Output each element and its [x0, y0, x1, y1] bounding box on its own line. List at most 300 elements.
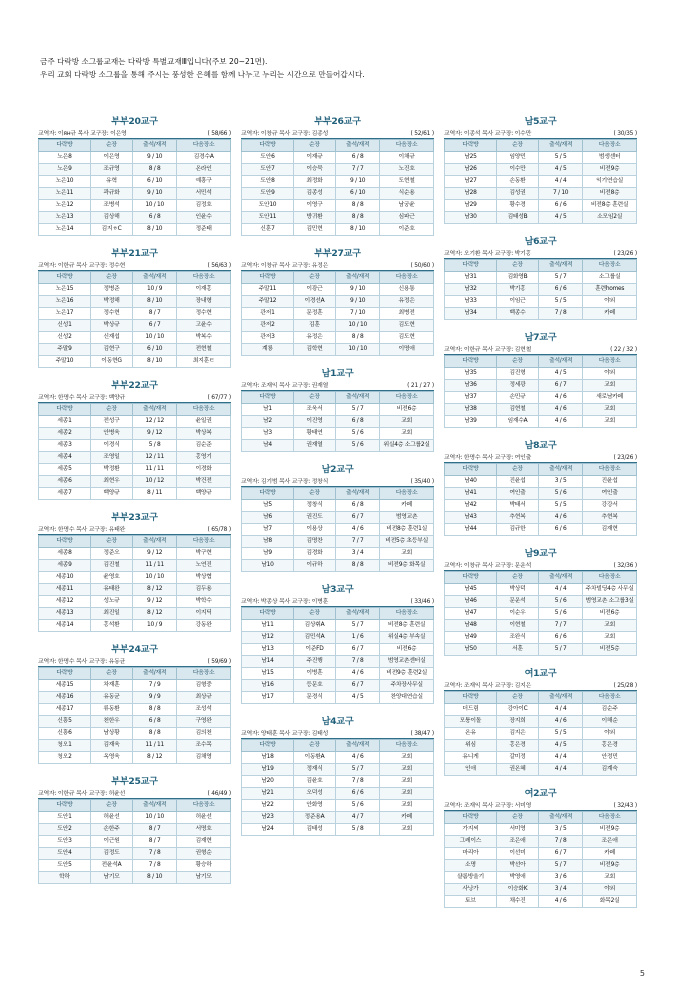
table-cell: 6 / 8	[133, 212, 177, 224]
table-cell: 7 / 8	[336, 776, 380, 788]
table-cell: 3 / 4	[336, 548, 380, 560]
table-cell: 남40	[445, 476, 497, 488]
district-attendance-total: ( 38/47 )	[410, 731, 434, 737]
table-cell: 4 / 4	[539, 584, 583, 596]
table-header-row	[39, 404, 231, 416]
table-cell: 10 / 12	[133, 476, 177, 488]
district-leader-info: 교역자: 이한규 목사 교구장: 정수현	[38, 263, 126, 269]
table-cell: 6 / 7	[539, 848, 583, 860]
table-row	[39, 320, 231, 332]
table-row	[39, 692, 231, 704]
district-attendance-total: ( 23/26 )	[613, 251, 637, 257]
table-header-row	[39, 272, 231, 284]
table-cell: 정창식	[293, 500, 335, 512]
district-table	[241, 391, 434, 452]
column-header: 순장	[496, 812, 538, 824]
table-cell: 남19	[242, 764, 294, 776]
table-cell: 9 / 12	[133, 548, 177, 560]
table-cell: 10 / 10	[133, 332, 177, 344]
table-cell: 옥영욱	[90, 752, 132, 764]
table-row	[445, 620, 637, 632]
column-header: 다음장소	[177, 272, 231, 284]
district-block	[241, 461, 434, 572]
table-cell: 김경화	[293, 548, 335, 560]
table-cell: 5 / 6	[539, 596, 583, 608]
table-cell: 조욱서	[293, 404, 335, 416]
table-cell: 이재홍	[177, 284, 231, 296]
table-cell: 문운석	[496, 596, 538, 608]
table-row	[445, 152, 637, 164]
table-cell: 11 / 11	[133, 464, 177, 476]
table-cell: 박상복	[177, 428, 231, 440]
table-cell: 박학수	[177, 596, 231, 608]
column-header: 다음장소	[583, 464, 637, 476]
table-cell: 모퉁이돌	[445, 716, 497, 728]
table-row	[242, 428, 434, 440]
table-cell: 천한우	[90, 716, 132, 728]
table-cell: 최현우	[90, 476, 132, 488]
table-cell: 남기모	[90, 872, 132, 884]
table-cell: 이승화K	[496, 884, 538, 896]
table-cell: 진윤섭	[583, 476, 637, 488]
table-cell: 서명호	[177, 824, 231, 836]
table-cell: 최상규	[177, 692, 231, 704]
table-row	[242, 800, 434, 812]
column-1	[38, 113, 231, 917]
table-cell: 남16	[242, 680, 294, 692]
table-cell: 남28	[445, 188, 497, 200]
table-cell: 12 / 11	[133, 452, 177, 464]
table-cell: 10 / 10	[133, 200, 177, 212]
district-title: 남5교구	[524, 116, 557, 127]
table-cell: 야외	[583, 884, 637, 896]
table-cell: 8 / 10	[133, 872, 177, 884]
table-cell: 백양규	[177, 488, 231, 500]
column-header: 다락방	[39, 800, 91, 812]
table-cell: 안화영	[293, 800, 335, 812]
table-cell: 장내형	[177, 296, 231, 308]
table-header-row	[39, 668, 231, 680]
column-header: 출석/재적	[133, 272, 177, 284]
table-cell: 7 / 10	[336, 308, 380, 320]
table-cell: 남36	[445, 380, 497, 392]
table-cell: 남25	[445, 152, 497, 164]
table-cell: 차재훈	[90, 680, 132, 692]
table-row	[445, 188, 637, 200]
table-cell: 비전9층	[583, 824, 637, 836]
district-title: 남7교구	[524, 332, 557, 343]
table-cell: 토브	[445, 896, 497, 908]
table-cell: 김명찬	[293, 536, 335, 548]
district-attendance-total: ( 21 / 27 )	[407, 383, 434, 389]
column-header: 다음장소	[380, 740, 434, 752]
table-cell: 4 / 6	[539, 416, 583, 428]
table-cell: 홍석환	[90, 620, 132, 632]
table-row	[39, 824, 231, 836]
district-attendance-total: ( 52/61 )	[410, 131, 434, 137]
column-header: 다락방	[445, 356, 497, 368]
table-row	[39, 680, 231, 692]
column-header: 다락방	[445, 812, 497, 824]
column-header: 출석/재적	[133, 404, 177, 416]
table-cell: 노진호	[380, 164, 434, 176]
table-cell: 범영교촌	[380, 512, 434, 524]
table-cell: 김재욱	[90, 740, 132, 752]
table-cell: 남33	[445, 296, 497, 308]
district-title: 남9교구	[524, 548, 557, 559]
table-header-row	[445, 140, 637, 152]
table-cell: 이동환A	[293, 752, 335, 764]
table-row	[242, 164, 434, 176]
table-cell: 임양민	[496, 152, 538, 164]
district-block	[241, 245, 434, 356]
table-cell: 신훈7	[242, 224, 294, 236]
table-cell: 세종11	[39, 584, 91, 596]
district-attendance-total: ( 22 / 32 )	[610, 347, 637, 353]
district-block	[38, 641, 231, 764]
table-header-row	[242, 488, 434, 500]
table-cell: 남7	[242, 524, 294, 536]
table-cell: 6 / 6	[539, 524, 583, 536]
table-cell: 남32	[445, 284, 497, 296]
district-subheader	[444, 452, 637, 463]
columns-container	[38, 113, 638, 917]
table-cell: 박정해	[90, 296, 132, 308]
table-cell: 관저3	[242, 332, 294, 344]
district-leader-info: 교역자: 이종석 목사 교구장: 이수만	[444, 131, 532, 137]
table-cell: 노은8	[39, 152, 91, 164]
table-cell: 김도현	[380, 320, 434, 332]
table-cell: 신성1	[39, 320, 91, 332]
table-cell: 온라인	[177, 164, 231, 176]
table-cell: 신용통	[380, 284, 434, 296]
column-header: 다락방	[445, 692, 497, 704]
table-cell: 여인출	[496, 488, 538, 500]
table-row	[445, 860, 637, 872]
district-title: 남4교구	[321, 716, 354, 727]
table-cell: 비전9층	[583, 860, 637, 872]
column-header: 출석/재적	[133, 800, 177, 812]
table-cell: 8 / 8	[133, 704, 177, 716]
table-cell: 이경선A	[293, 296, 335, 308]
district-block	[38, 245, 231, 368]
table-cell: 도안4	[39, 848, 91, 860]
table-cell: 찬양대연습실	[380, 692, 434, 704]
table-cell: 안병욱	[90, 428, 132, 440]
table-cell: 이선미	[496, 848, 538, 860]
table-header-row	[242, 740, 434, 752]
district-subheader	[38, 260, 231, 271]
district-table	[444, 259, 637, 320]
table-cell: 가지씨	[445, 824, 497, 836]
column-header: 다음장소	[177, 800, 231, 812]
column-header: 출석/재적	[539, 140, 583, 152]
table-cell: 김현구	[90, 344, 132, 356]
table-cell: 조성석	[177, 704, 231, 716]
table-row	[39, 176, 231, 188]
table-cell: 7 / 8	[539, 836, 583, 848]
table-cell: 7 / 8	[539, 308, 583, 320]
table-row	[242, 788, 434, 800]
table-row	[242, 212, 434, 224]
table-cell: 8 / 10	[133, 224, 177, 236]
district-block	[241, 113, 434, 236]
table-cell: 8 / 8	[133, 164, 177, 176]
table-row	[39, 620, 231, 632]
column-header: 출석/재적	[336, 740, 380, 752]
district-subheader	[444, 680, 637, 691]
table-row	[39, 440, 231, 452]
table-cell: 비전8층 훈련실	[380, 620, 434, 632]
district-table	[241, 271, 434, 356]
table-cell: 남6	[242, 512, 294, 524]
district-title: 부부26교구	[314, 116, 361, 127]
table-cell: 범생센터	[583, 152, 637, 164]
district-block	[241, 713, 434, 836]
table-row	[39, 152, 231, 164]
table-cell: 이임근	[496, 296, 538, 308]
district-block	[38, 113, 231, 236]
table-cell: 6 / 8	[336, 416, 380, 428]
table-row	[39, 308, 231, 320]
table-cell: 문정훈	[293, 308, 335, 320]
table-row	[445, 896, 637, 908]
table-row	[445, 392, 637, 404]
table-cell: 황수경	[496, 200, 538, 212]
table-cell: 도안2	[39, 824, 91, 836]
district-leader-info: 교역자: 이창규 목사 교구장: 김종성	[241, 131, 329, 137]
table-cell: 이경화	[177, 464, 231, 476]
district-table	[444, 571, 637, 656]
column-header: 출석/재적	[133, 668, 177, 680]
table-cell: 9 / 10	[336, 296, 380, 308]
table-cell: 야외	[583, 296, 637, 308]
table-cell: 4 / 4	[539, 176, 583, 188]
table-row	[445, 524, 637, 536]
table-cell: 8 / 7	[133, 836, 177, 848]
table-row	[242, 416, 434, 428]
column-header: 다음장소	[583, 812, 637, 824]
table-cell: 12 / 12	[133, 416, 177, 428]
table-cell: 범영교촌센터실	[380, 656, 434, 668]
table-cell: 김종성	[293, 188, 335, 200]
table-cell: 주말9	[39, 344, 91, 356]
table-cell: 갈미정	[496, 752, 538, 764]
table-cell: 7 / 7	[336, 536, 380, 548]
table-cell: 박상협	[177, 572, 231, 584]
table-cell: 비전8층	[583, 188, 637, 200]
table-cell: 남13	[242, 644, 294, 656]
table-cell: 남4	[242, 440, 294, 452]
district-subheader	[38, 656, 231, 667]
table-cell: 그레이스	[445, 836, 497, 848]
table-cell: 6 / 8	[133, 716, 177, 728]
district-leader-info: 교역자: 이한규 목사 교구장: 허윤선	[38, 791, 126, 797]
table-cell: 이수만	[496, 164, 538, 176]
table-cell: 학하	[39, 872, 91, 884]
table-cell: 박구현	[177, 548, 231, 560]
district-table	[38, 535, 231, 632]
table-cell: 김민석A	[293, 632, 335, 644]
table-row	[445, 848, 637, 860]
table-cell: 김의천	[177, 728, 231, 740]
table-row	[39, 596, 231, 608]
table-cell: 심파근	[380, 212, 434, 224]
table-cell: 세종12	[39, 596, 91, 608]
table-cell: 유니게	[445, 752, 497, 764]
table-cell: 교회	[380, 428, 434, 440]
table-cell: 남10	[242, 560, 294, 572]
intro-line-1: 금주 다락방 소그룹교재는 다락방 특별교재Ⅲ입니다(주보 20~21면).	[40, 57, 268, 66]
table-cell: 4 / 6	[539, 896, 583, 908]
table-cell: 남50	[445, 644, 497, 656]
table-row	[242, 812, 434, 824]
district-leader-info: 교역자: 이창규 목사 교구장: 유정은	[241, 263, 329, 269]
table-cell: 소명	[445, 860, 497, 872]
table-cell: 남상황	[90, 728, 132, 740]
table-cell: 교회	[583, 380, 637, 392]
table-row	[445, 824, 637, 836]
table-cell: 교회	[380, 416, 434, 428]
table-row	[39, 812, 231, 824]
table-cell: 7 / 8	[133, 860, 177, 872]
column-header: 순장	[90, 404, 132, 416]
table-cell: 세종6	[39, 476, 91, 488]
table-cell: 최정화	[293, 176, 335, 188]
table-cell: 조은애	[583, 836, 637, 848]
table-row	[445, 212, 637, 224]
table-row	[445, 416, 637, 428]
table-row	[242, 668, 434, 680]
column-header: 다음장소	[583, 260, 637, 272]
table-cell: 4 / 6	[336, 668, 380, 680]
table-cell: 남31	[445, 272, 497, 284]
table-cell: 8 / 12	[133, 752, 177, 764]
table-row	[39, 560, 231, 572]
table-row	[242, 536, 434, 548]
table-cell: 이승묵	[293, 164, 335, 176]
district-table	[241, 139, 434, 236]
table-cell: 남2	[242, 416, 294, 428]
table-cell: 김진형	[496, 368, 538, 380]
column-header: 다음장소	[177, 140, 231, 152]
table-cell: 8 / 10	[336, 224, 380, 236]
column-header: 다락방	[39, 404, 91, 416]
table-row	[39, 452, 231, 464]
table-cell: 남12	[242, 632, 294, 644]
table-cell: 노은11	[39, 188, 91, 200]
table-row	[445, 704, 637, 716]
table-cell: 남14	[242, 656, 294, 668]
table-cell: 노은16	[39, 296, 91, 308]
table-cell: 교회	[380, 824, 434, 836]
district-table	[444, 691, 637, 776]
table-cell: 세종4	[39, 452, 91, 464]
table-cell: 야외	[583, 728, 637, 740]
district-block	[444, 233, 637, 320]
table-cell: 6 / 6	[336, 788, 380, 800]
table-cell: 교회	[380, 548, 434, 560]
table-cell: 비전8층 훈련1실	[380, 524, 434, 536]
district-leader-info: 교역자: 한명수 목사 교구장: 유태완	[38, 527, 126, 533]
table-cell: 권재열	[293, 440, 335, 452]
table-cell: 남29	[445, 200, 497, 212]
district-attendance-total: ( 35/40 )	[410, 479, 434, 485]
table-cell: 5 / 7	[539, 860, 583, 872]
district-table	[38, 139, 231, 236]
table-cell: 이광근	[293, 284, 335, 296]
table-row	[242, 440, 434, 452]
district-subheader	[38, 392, 231, 403]
district-leader-info: 교역자: 김기범 목사 교구장: 정창식	[241, 479, 329, 485]
district-table	[444, 811, 637, 908]
table-cell: 정세광	[496, 380, 538, 392]
district-block	[444, 437, 637, 536]
table-header-row	[445, 260, 637, 272]
district-title: 부부20교구	[111, 116, 158, 127]
district-table	[241, 739, 434, 836]
table-row	[242, 176, 434, 188]
table-row	[445, 368, 637, 380]
table-cell: 5 / 7	[336, 620, 380, 632]
table-row	[39, 428, 231, 440]
district-attendance-total: ( 23/26 )	[613, 455, 637, 461]
table-cell: 김재현	[583, 524, 637, 536]
district-subheader	[241, 476, 434, 487]
table-cell: 9 / 10	[133, 152, 177, 164]
table-cell: 남43	[445, 512, 497, 524]
table-cell: 소모임2실	[583, 212, 637, 224]
table-cell: 여인출	[583, 488, 637, 500]
table-cell: 김훈	[293, 320, 335, 332]
table-cell: 교회	[583, 404, 637, 416]
table-cell: 남1	[242, 404, 294, 416]
table-cell: 전성구	[90, 416, 132, 428]
table-cell: 관저1	[242, 308, 294, 320]
table-cell: 노은12	[39, 200, 91, 212]
table-row	[39, 464, 231, 476]
district-subheader	[444, 344, 637, 355]
table-cell: 신재섭	[90, 332, 132, 344]
table-row	[445, 608, 637, 620]
district-leader-info: 교역자: 조재익 목사 교구장: 권재열	[241, 383, 329, 389]
table-cell: 김성권	[496, 188, 538, 200]
table-cell: 남47	[445, 608, 497, 620]
table-row	[242, 296, 434, 308]
district-subheader	[241, 380, 434, 391]
table-row	[39, 356, 231, 368]
column-header: 다락방	[242, 740, 294, 752]
table-cell: 김지은	[496, 728, 538, 740]
table-row	[39, 584, 231, 596]
table-cell: 주말11	[242, 284, 294, 296]
column-header: 순장	[496, 572, 538, 584]
table-cell: 교회	[380, 776, 434, 788]
table-cell: 정재식	[293, 764, 335, 776]
district-block	[444, 665, 637, 776]
table-cell: 5 / 8	[133, 440, 177, 452]
table-cell: 남38	[445, 404, 497, 416]
district-leader-info: 교역자: 한명수 목사 교구장: 유동균	[38, 659, 126, 665]
table-row	[242, 656, 434, 668]
table-cell: 세종8	[39, 548, 91, 560]
table-cell: 7 / 10	[539, 188, 583, 200]
table-cell: 8 / 12	[133, 608, 177, 620]
table-cell: 노은14	[39, 224, 91, 236]
table-cell: 전현철	[177, 344, 231, 356]
table-cell: 8 / 8	[336, 332, 380, 344]
column-header: 출석/재적	[539, 812, 583, 824]
